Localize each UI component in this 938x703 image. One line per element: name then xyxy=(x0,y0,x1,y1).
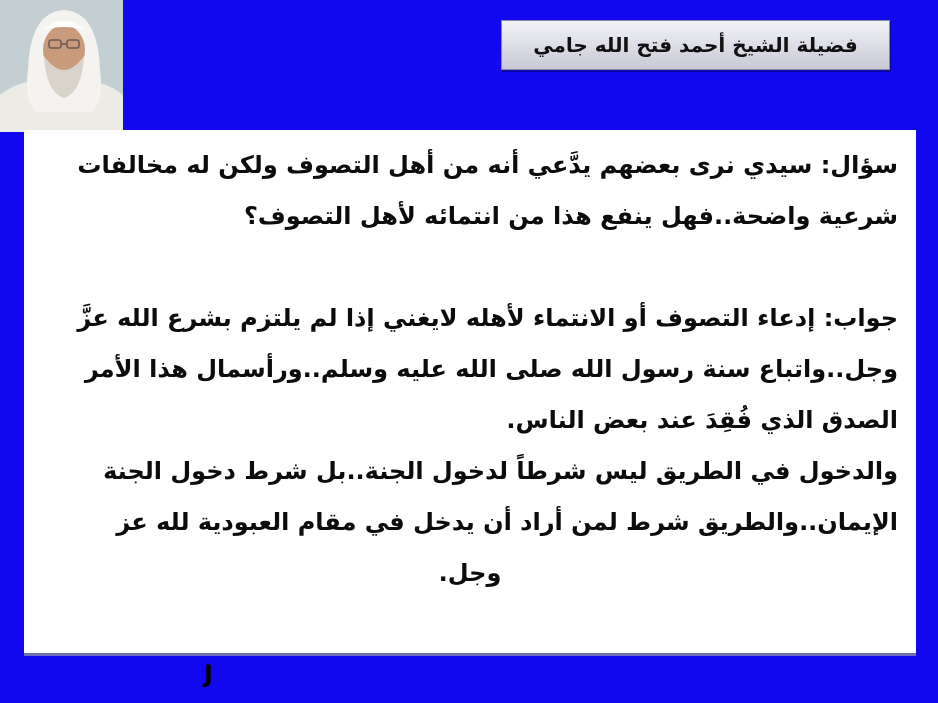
qa-panel xyxy=(24,130,916,656)
sheikh-portrait xyxy=(0,0,123,132)
stray-glyph: J xyxy=(204,660,213,688)
portrait-image xyxy=(0,0,123,132)
answer-continued-text: والدخول في الطريق ليس شرطاً لدخول الجنة..بل شرط دخول الجنة الإيمان..والطريق شرط لمن أراد أن يدخل في مقام العبودية لله عز xyxy=(103,457,898,536)
answer-end-text: وجل. xyxy=(438,559,502,587)
question-text: سؤال: سيدي نرى بعضهم يدَّعي أنه من أهل التصوف ولكن له مخالفات شرعية واضحة..فهل ينفع هذا من انتمائه لأهل التصوف؟ xyxy=(77,151,898,230)
sheikh-name-title: فضيلة الشيخ أحمد فتح الله جامي xyxy=(533,33,858,57)
answer-text: جواب: إدعاء التصوف أو الانتماء لأهله لايغني إذا لم يلتزم بشرع الله عزَّ وجل..واتباع سنة رسول الله صلى الله عليه وسلم..ورأسمال هذا الأمر الصدق الذي فُقِدَ عند بعض الناس. xyxy=(77,304,898,434)
title-banner xyxy=(501,20,890,70)
